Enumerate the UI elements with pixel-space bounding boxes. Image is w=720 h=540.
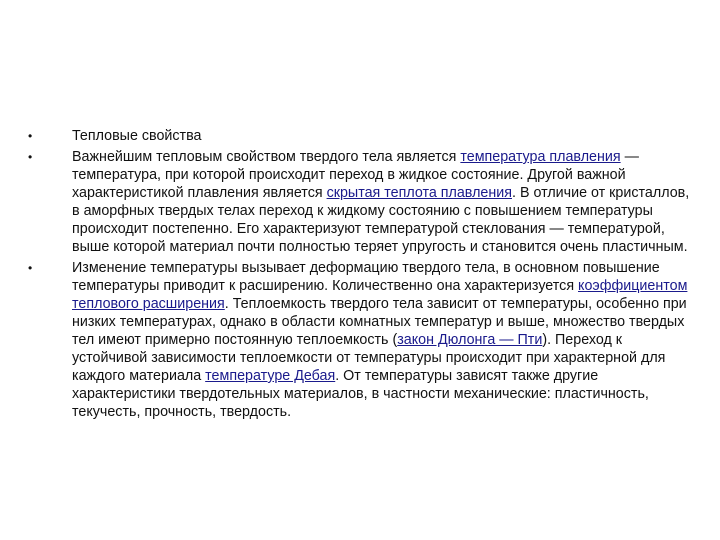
link-thermal-expansion-coefficient[interactable]: коэффициентом теплового расширения xyxy=(72,278,688,312)
link-debye-temperature[interactable]: температуре Дебая xyxy=(205,368,336,384)
text-run: Важнейшим тепловым свойством твердого тела является xyxy=(72,149,461,165)
text-run: ). Переход к устойчивой зависимости теплоемкости от температуры происходит при характерной для каждого материала xyxy=(72,332,666,384)
text-run: Изменение температуры вызывает деформацию твердого тела, в основном повышение температуры приводит к расширению. Количественно она характеризуется xyxy=(72,260,660,294)
text-run: . От температуры зависят также другие характеристики твердотельных материалов, в частности механические: пластичность, текучесть, прочность, твердость. xyxy=(72,368,649,420)
link-melting-temperature[interactable]: температура плавления xyxy=(460,149,621,165)
bullet-text: Тепловые свойства xyxy=(72,128,202,144)
bullet-item-melting xyxy=(28,148,690,256)
text-run: . Теплоемкость твердого тела зависит от температуры, особенно при низких температурах, однако в области комнатных температур и выше, множество твердых тел имеют примерно постоянную теплоемкость ( xyxy=(72,296,687,348)
bullet-icon: • xyxy=(28,150,33,164)
link-latent-heat-of-fusion[interactable]: скрытая теплота плавления xyxy=(326,185,512,201)
bullet-icon: • xyxy=(28,129,33,143)
link-dulong-petit-law[interactable]: закон Дюлонга — Пти xyxy=(397,332,543,348)
bullet-item-thermal-properties-title xyxy=(28,127,690,145)
text-run: . В отличие от кристаллов, в аморфных твердых телах переход к жидкому состоянию с повышением температуры происходит постепенно. Его характеризуют температурой стеклования — температурой, выше которой материал почти полностью теряет упругость и становится очень пластичным. xyxy=(72,185,690,255)
text-run: — температура, при которой происходит переход в жидкое состояние. Другой важной характеристикой плавления является xyxy=(72,149,639,201)
bullet-list xyxy=(28,127,690,421)
bullet-item-thermal-expansion xyxy=(28,259,690,421)
bullet-icon: • xyxy=(28,261,33,275)
